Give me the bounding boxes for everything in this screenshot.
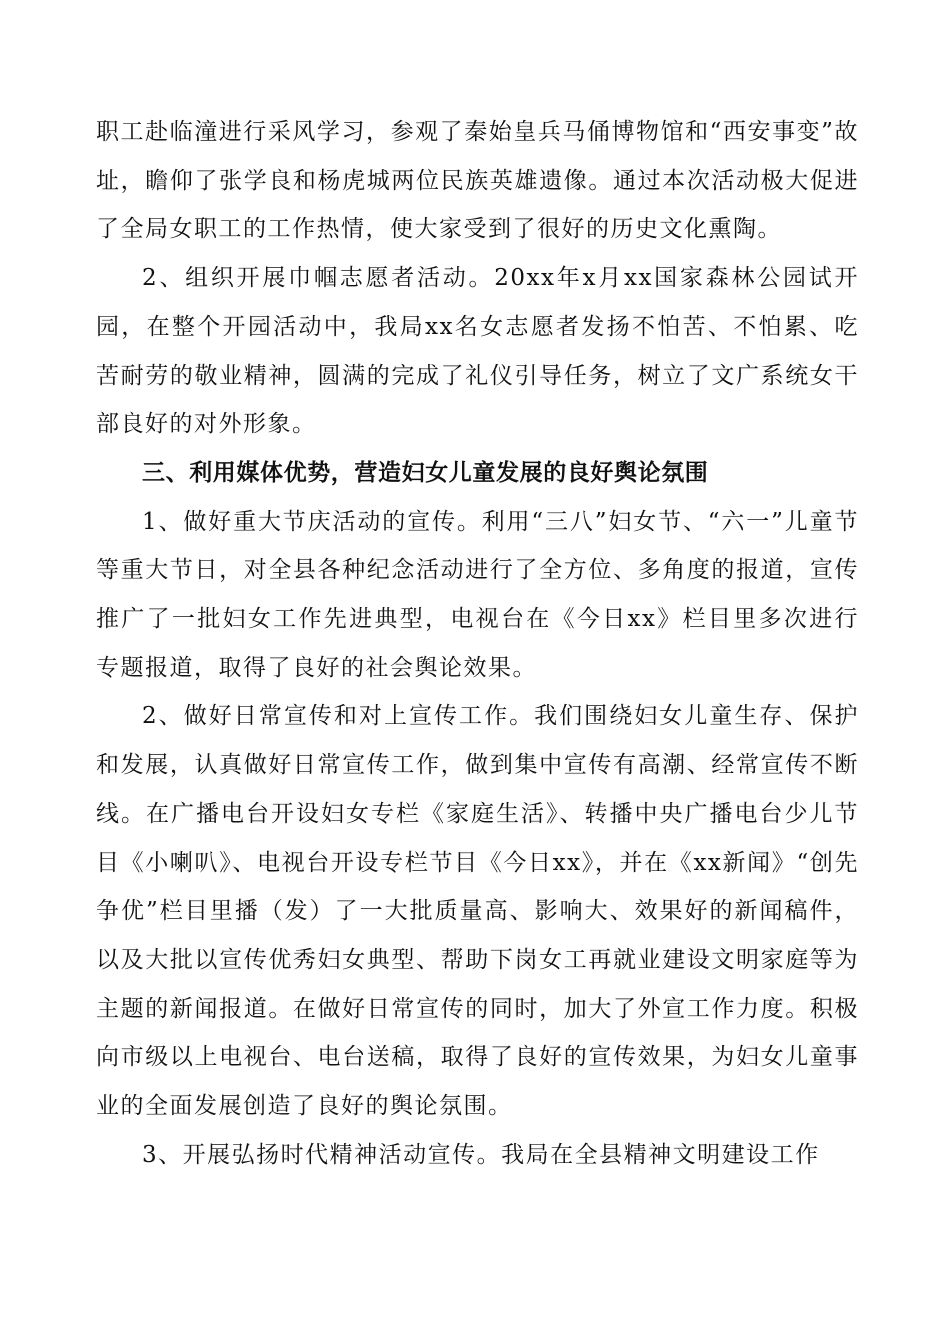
paragraph-spirit-publicity: 3、开展弘扬时代精神活动宣传。我局在全县精神文明建设工作 (142, 1141, 820, 1168)
section-heading-three: 三、利用媒体优势，营造妇女儿童发展的良好舆论氛围 (142, 459, 709, 486)
paragraph-volunteer-activity: 2、组织开展巾帼志愿者活动。20xx年x月xx国家森林公园试开园，在整个开园活动中，我局xx名女志愿者发扬不怕苦、不怕累、吃苦耐劳的敬业精神，圆满的完成了礼仪引导任务，树立了文广系统女干部良好的对外形象。 (96, 265, 859, 438)
paragraph-continuation: 职工赴临潼进行采风学习，参观了秦始皇兵马俑博物馆和“西安事变”故址，瞻仰了张学良和杨虎城两位民族英雄遗像。通过本次活动极大促进了全局女职工的工作热情，使大家受到了很好的历史文化熏陶。 (96, 119, 859, 243)
paragraph-daily-publicity: 2、做好日常宣传和对上宣传工作。我们围绕妇女儿童生存、保护和发展，认真做好日常宣传工作，做到集中宣传有高潮、经常宣传不断线。在广播电台开设妇女专栏《家庭生活》、转播中央广播电台少儿节目《小喇叭》、电视台开设专栏节目《今日xx》，并在《xx新闻》“创先争优”栏目里播（发）了一大批质量高、影响大、效果好的新闻稿件，以及大批以宣传优秀妇女典型、帮助下岗女工再就业建设文明家庭等为主题的新闻报道。在做好日常宣传的同时，加大了外宣工作力度。积极向市级以上电视台、电台送稿，取得了良好的宣传效果，为妇女儿童事业的全面发展创造了良好的舆论氛围。 (96, 703, 859, 1120)
document-page (96, 108, 859, 1179)
paragraph-festival-publicity: 1、做好重大节庆活动的宣传。利用“三八”妇女节、“六一”儿童节等重大节日，对全县各种纪念活动进行了全方位、多角度的报道，宣传推广了一批妇女工作先进典型，电视台在《今日xx》栏目里多次进行专题报道，取得了良好的社会舆论效果。 (96, 508, 859, 681)
